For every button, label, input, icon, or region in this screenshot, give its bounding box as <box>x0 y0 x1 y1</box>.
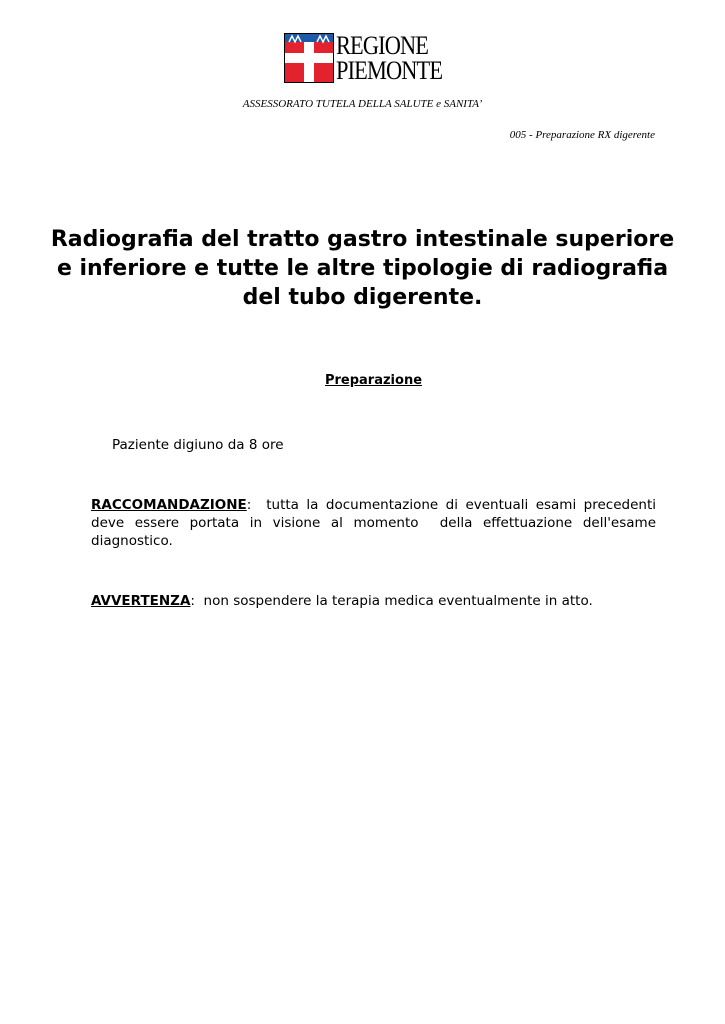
document-code: 005 - Preparazione RX digerente <box>509 129 655 141</box>
warning-text: non sospendere la terapia medica eventualmente in atto. <box>194 593 593 609</box>
recommendation-separator: : <box>246 497 252 513</box>
warning-paragraph <box>91 592 691 610</box>
section-heading-preparazione: Preparazione <box>324 373 423 388</box>
piemonte-coat-of-arms-icon <box>284 33 334 83</box>
recommendation-text: tutta la documentazione di eventuali esami precedenti deve essere portata in visione al momento della effettuazione dell'esame diagnostico. <box>91 497 661 549</box>
logo-line-regione: REGIONE <box>336 31 429 60</box>
fasting-instruction: Paziente digiuno da 8 ore <box>112 437 284 453</box>
warning-label: AVVERTENZA <box>91 593 191 609</box>
logo-wordmark <box>336 33 442 83</box>
recommendation-paragraph <box>91 496 661 550</box>
logo-line-piemonte: PIEMONTE <box>336 56 443 85</box>
recommendation-label: RACCOMANDAZIONE <box>91 497 247 513</box>
regione-piemonte-logo <box>284 33 444 83</box>
warning-separator: : <box>190 593 195 609</box>
header-assessorato: ASSESSORATO TUTELA DELLA SALUTE e SANITA’ <box>242 98 483 110</box>
page-title: Radiografia del tratto gastro intestinale superiore e inferiore e tutte le altre tipologie di radiografia del tubo digerente. <box>50 227 675 310</box>
